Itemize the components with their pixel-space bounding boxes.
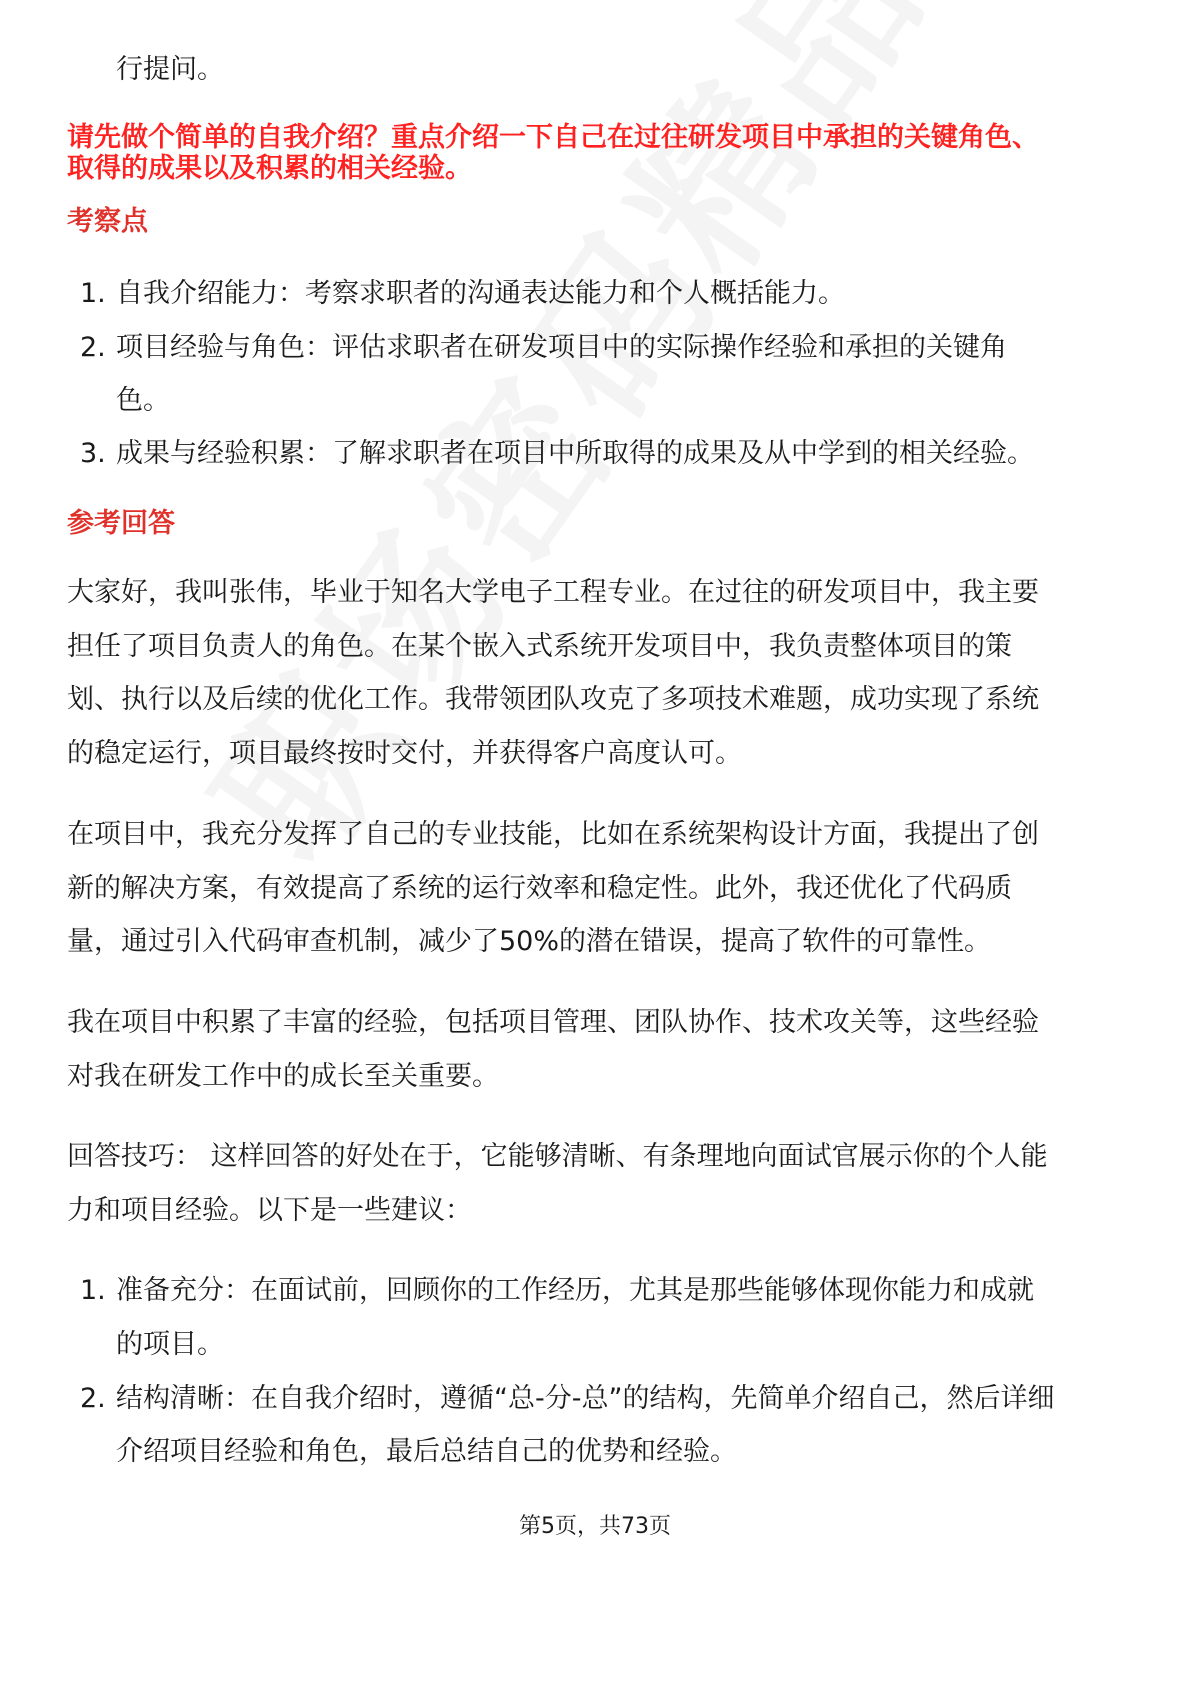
- list-item-text: 准备充分：在面试前，回顾你的工作经历，尤其是那些能够体现你能力和成就: [116, 1275, 1034, 1306]
- paragraph-line: 力和项目经验。以下是一些建议：: [67, 1195, 472, 1226]
- list-item-number: 1.: [80, 1275, 106, 1306]
- list-item-text: 项目经验与角色：评估求职者在研发项目中的实际操作经验和承担的关键角: [116, 332, 1007, 363]
- page-number: 第5页，共73页: [519, 1514, 671, 1539]
- list-item-number: 2.: [80, 1383, 106, 1414]
- list-item-text: 介绍项目经验和角色，最后总结自己的优势和经验。: [116, 1436, 737, 1467]
- answer-heading: 参考回答: [67, 508, 175, 539]
- list-item-text: 色。: [116, 385, 170, 416]
- list-item-text: 成果与经验积累：了解求职者在项目中所取得的成果及从中学到的相关经验。: [116, 438, 1034, 469]
- paragraph-line: 对我在研发工作中的成长至关重要。: [67, 1061, 499, 1092]
- paragraph-line: 新的解决方案，有效提高了系统的运行效率和稳定性。此外，我还优化了代码质: [67, 873, 1012, 904]
- paragraph-line: 担任了项目负责人的角色。在某个嵌入式系统开发项目中，我负责整体项目的策: [67, 631, 1012, 662]
- paragraph-line: 在项目中，我充分发挥了自己的专业技能，比如在系统架构设计方面，我提出了创: [67, 819, 1039, 850]
- paragraph-line: 回答技巧： 这样回答的好处在于，它能够清晰、有条理地向面试官展示你的个人能: [67, 1141, 1048, 1172]
- list-item-text: 的项目。: [116, 1329, 224, 1360]
- list-item-text: 自我介绍能力：考察求职者的沟通表达能力和个人概括能力。: [116, 278, 845, 309]
- list-item-number: 1.: [80, 278, 106, 309]
- paragraph-line: 的稳定运行，项目最终按时交付，并获得客户高度认可。: [67, 738, 742, 769]
- list-item-text: 结构清晰：在自我介绍时，遵循“总-分-总”的结构，先简单介绍自己，然后详细: [116, 1383, 1055, 1414]
- paragraph-line: 量，通过引入代码审查机制，减少了50%的潜在错误，提高了软件的可靠性。: [67, 926, 992, 957]
- paragraph-line: 我在项目中积累了丰富的经验，包括项目管理、团队协作、技术攻关等，这些经验: [67, 1007, 1039, 1038]
- list-item-number: 2.: [80, 332, 106, 363]
- paragraph-line: 划、执行以及后续的优化工作。我带领团队攻克了多项技术难题，成功实现了系统: [67, 684, 1039, 715]
- list-item-number: 3.: [80, 438, 106, 469]
- question-line-1: 请先做个简单的自我介绍？重点介绍一下自己在过往研发项目中承担的关键角色、: [67, 122, 1039, 153]
- intro-line: 行提问。: [116, 54, 224, 85]
- question-line-2: 取得的成果以及积累的相关经验。: [67, 153, 472, 184]
- points-heading: 考察点: [67, 206, 148, 237]
- paragraph-line: 大家好，我叫张伟，毕业于知名大学电子工程专业。在过往的研发项目中，我主要: [67, 577, 1039, 608]
